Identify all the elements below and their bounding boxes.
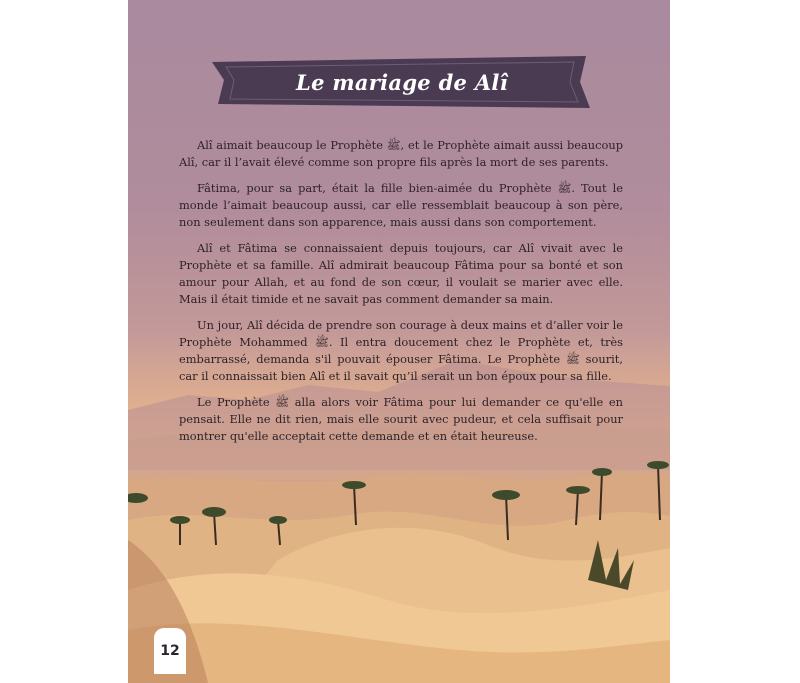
paragraph: Le Prophète ﷺ alla alors voir Fâtima pour lui demander ce qu'elle en pensait. Elle ne dit rien, mais elle sourit avec pudeur, et cela suffisait pour montrer qu'elle acceptait cette demande et en était heureuse. bbox=[179, 395, 623, 443]
book-page bbox=[128, 0, 670, 683]
paragraph: Un jour, Alî décida de prendre son courage à deux mains et d’aller voir le Prophète Mohammed ﷺ. Il entra doucement chez le Prophète et, très embarrassé, demanda s'il pouvait épouser Fâtima. Le Prophète ﷺ sourit, car il connaissait bien Alî et il savait qu’il serait un bon époux pour sa fille. bbox=[179, 318, 623, 383]
paragraph: Alî et Fâtima se connaissaient depuis toujours, car Alî vivait avec le Prophète et sa famille. Alî admirait beaucoup Fâtima pour sa bonté et son amour pour Allah, et au fond de son cœur, il voulait se marier avec elle. Mais il était timide et ne savait pas comment demander sa main. bbox=[179, 241, 623, 306]
page-number: 12 bbox=[154, 628, 186, 674]
paragraph: Alî aimait beaucoup le Prophète ﷺ, et le Prophète aimait aussi beaucoup Alî, car il l’avait élevé comme son propre fils après la mort de ses parents. bbox=[179, 138, 623, 169]
page-title: Le mariage de Alî bbox=[296, 69, 508, 95]
paragraph: Fâtima, pour sa part, était la fille bien-aimée du Prophète ﷺ. Tout le monde l’aimait beaucoup aussi, car elle ressemblait beaucoup à son père, non seulement dans son apparence, mais aussi dans son comportement. bbox=[179, 181, 623, 229]
story-text bbox=[179, 137, 623, 454]
